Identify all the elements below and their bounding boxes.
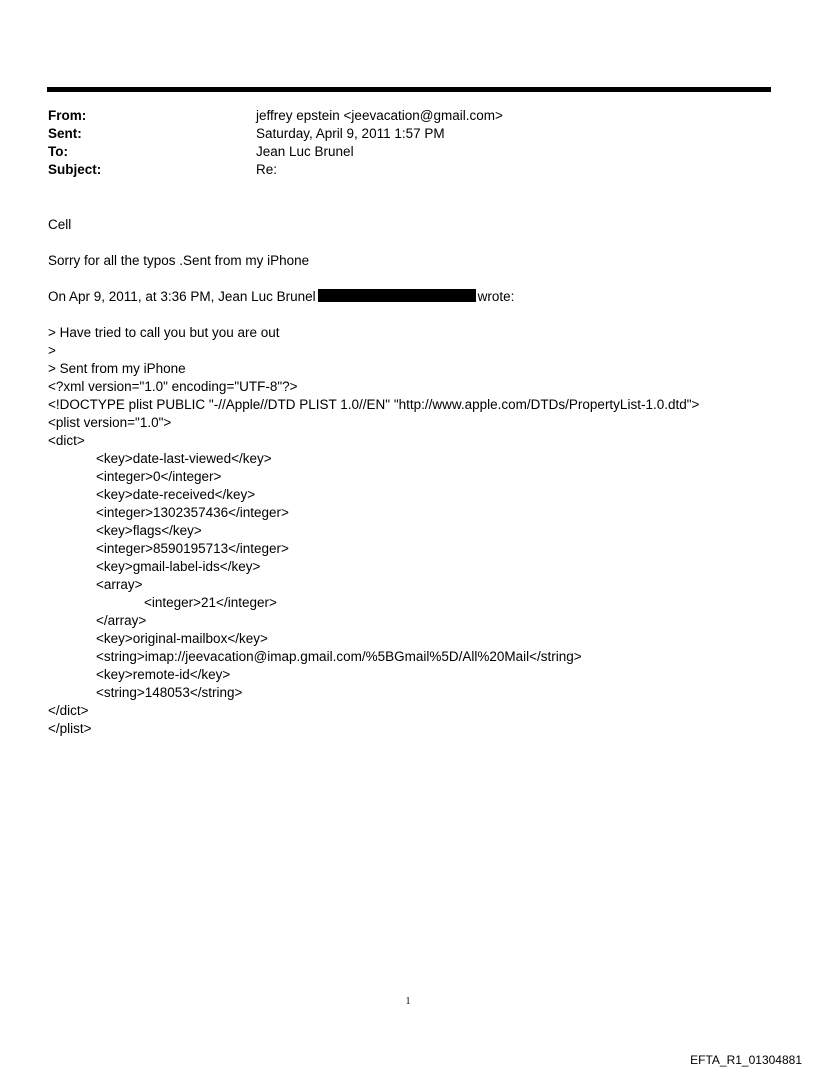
from-row (48, 107, 503, 125)
plist-line: <integer>21</integer> (144, 595, 277, 610)
plist-line: <key>date-last-viewed</key> (96, 451, 272, 466)
subject-row (48, 161, 503, 179)
sent-label: Sent: (48, 126, 82, 141)
quote-intro-text: On Apr 9, 2011, at 3:36 PM, Jean Luc Brunel (48, 289, 316, 304)
plist-line: <string>imap://jeevacation@imap.gmail.com/%5BGmail%5D/All%20Mail</string> (96, 649, 582, 664)
header-rule (47, 87, 771, 92)
quoted-line: > Have tried to call you but you are out (48, 325, 280, 340)
plist-line: <!DOCTYPE plist PUBLIC "-//Apple//DTD PLIST 1.0//EN" "http://www.apple.com/DTDs/PropertyList-1.0.dtd"> (48, 397, 700, 412)
body-line: Cell (48, 217, 72, 232)
to-label: To: (48, 144, 68, 159)
sent-row (48, 125, 503, 143)
plist-line: <string>148053</string> (96, 685, 243, 700)
email-header (48, 107, 503, 179)
plist-line: <array> (96, 577, 143, 592)
sent-value: Saturday, April 9, 2011 1:57 PM (256, 126, 445, 141)
document-id: EFTA_R1_01304881 (690, 1053, 802, 1067)
plist-line: </plist> (48, 721, 92, 736)
email-body (48, 216, 699, 738)
to-value: Jean Luc Brunel (256, 144, 354, 159)
quoted-line: > (48, 343, 56, 358)
plist-line: <integer>8590195713</integer> (96, 541, 289, 556)
subject-label: Subject: (48, 162, 102, 177)
plist-line: <key>flags</key> (96, 523, 202, 538)
redaction-block (318, 289, 476, 302)
quote-intro (48, 288, 699, 306)
plist-line: <plist version="1.0"> (48, 415, 172, 430)
plist-line: </array> (96, 613, 147, 628)
from-label: From: (48, 108, 87, 123)
plist-line: </dict> (48, 703, 89, 718)
quote-intro-wrote: wrote: (477, 289, 515, 304)
plist-line: <?xml version="1.0" encoding="UTF-8"?> (48, 379, 298, 394)
plist-line: <integer>0</integer> (96, 469, 222, 484)
plist-line: <key>date-received</key> (96, 487, 256, 502)
plist-line: <key>original-mailbox</key> (96, 631, 268, 646)
plist-line: <key>remote-id</key> (96, 667, 231, 682)
plist-line: <dict> (48, 433, 85, 448)
to-row (48, 143, 503, 161)
body-line: Sorry for all the typos .Sent from my iPhone (48, 253, 310, 268)
page-number: 1 (405, 996, 411, 1007)
from-value: jeffrey epstein <jeevacation@gmail.com> (256, 108, 503, 123)
quoted-line: > Sent from my iPhone (48, 361, 186, 376)
plist-line: <integer>1302357436</integer> (96, 505, 289, 520)
plist-line: <key>gmail-label-ids</key> (96, 559, 261, 574)
subject-value: Re: (256, 162, 278, 177)
